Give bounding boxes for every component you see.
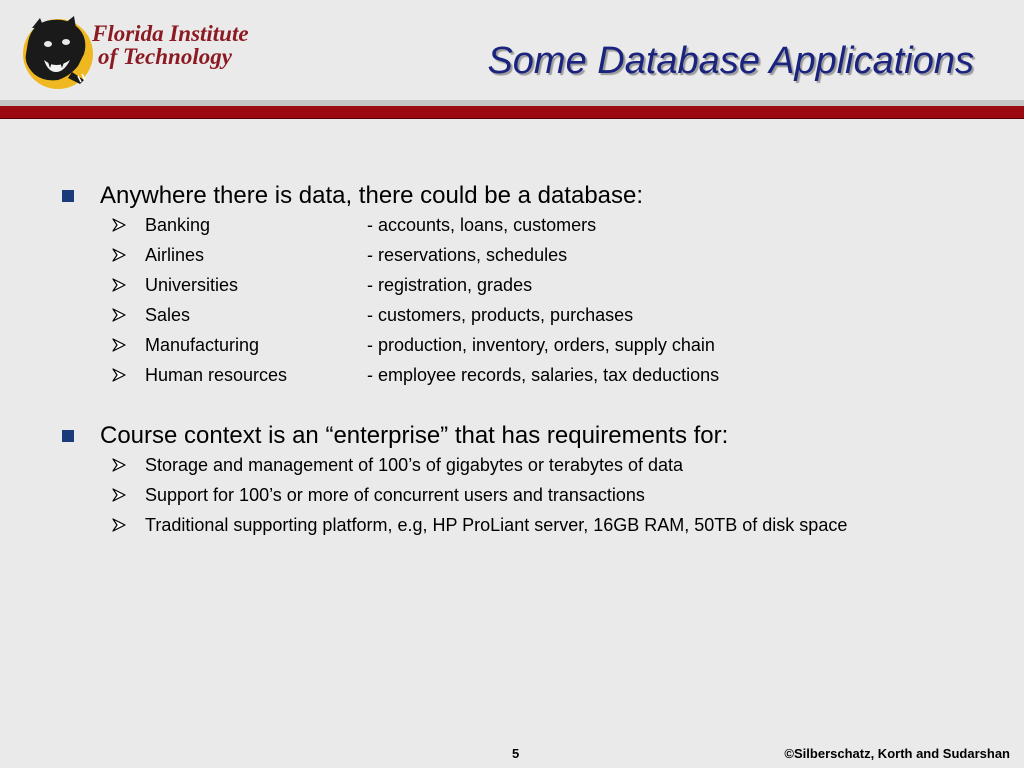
- arrow-bullet-icon: [112, 278, 126, 292]
- arrow-bullet-icon: [112, 488, 126, 502]
- copyright-notice: ©Silberschatz, Korth and Sudarshan: [784, 746, 1010, 761]
- slide-content: [62, 180, 962, 536]
- logo-wordmark: [92, 22, 249, 68]
- arrow-bullet-icon: [112, 458, 126, 472]
- page-title: Some Database Applications: [487, 40, 974, 82]
- page-number: 5: [512, 746, 520, 761]
- institution-logo: [18, 14, 258, 90]
- list-item: [62, 304, 962, 334]
- application-desc: - registration, grades: [367, 275, 533, 295]
- requirement-text: Traditional supporting platform, e.g, HP ProLiant server, 16GB RAM, 50TB of disk space: [145, 515, 848, 535]
- application-name: Airlines: [145, 245, 205, 265]
- list-item: [62, 274, 962, 304]
- arrow-bullet-icon: [112, 518, 126, 532]
- arrow-bullet-icon: [112, 218, 126, 232]
- logo-line-2: of Technology: [98, 44, 232, 69]
- panther-logo-icon: [18, 14, 98, 90]
- arrow-bullet-icon: [112, 308, 126, 322]
- application-name: Universities: [145, 275, 239, 295]
- application-desc: - reservations, schedules: [367, 245, 568, 265]
- applications-list: [62, 214, 962, 394]
- square-bullet-icon: [62, 190, 74, 202]
- bullet-text: Anywhere there is data, there could be a database:: [100, 182, 644, 209]
- application-desc: - employee records, salaries, tax deductions: [367, 365, 720, 385]
- list-item: [62, 454, 962, 484]
- requirement-text: Storage and management of 100’s of gigabytes or terabytes of data: [145, 455, 684, 475]
- list-item: [62, 334, 962, 364]
- application-name: Sales: [145, 305, 191, 325]
- square-bullet-icon: [62, 430, 74, 442]
- arrow-bullet-icon: [112, 248, 126, 262]
- list-item: [62, 484, 962, 514]
- list-item: [62, 244, 962, 274]
- bullet-text: Course context is an “enterprise” that has requirements for:: [100, 422, 729, 449]
- logo-line-1: Florida Institute: [92, 21, 249, 46]
- application-name: Manufacturing: [145, 335, 260, 355]
- arrow-bullet-icon: [112, 368, 126, 382]
- requirements-list: [62, 454, 962, 536]
- list-item: [62, 364, 962, 394]
- application-desc: - customers, products, purchases: [367, 305, 634, 325]
- application-name: Human resources: [145, 365, 288, 385]
- list-item: [62, 514, 885, 536]
- application-desc: - accounts, loans, customers: [367, 215, 597, 235]
- header-bar: [0, 106, 1024, 119]
- requirement-text: Support for 100’s or more of concurrent users and transactions: [145, 485, 645, 505]
- bullet-enterprise: [62, 420, 962, 452]
- application-name: Banking: [145, 215, 211, 235]
- arrow-bullet-icon: [112, 338, 126, 352]
- application-desc: - production, inventory, orders, supply chain: [367, 335, 715, 355]
- bullet-applications: [62, 180, 962, 212]
- list-item: [62, 214, 962, 244]
